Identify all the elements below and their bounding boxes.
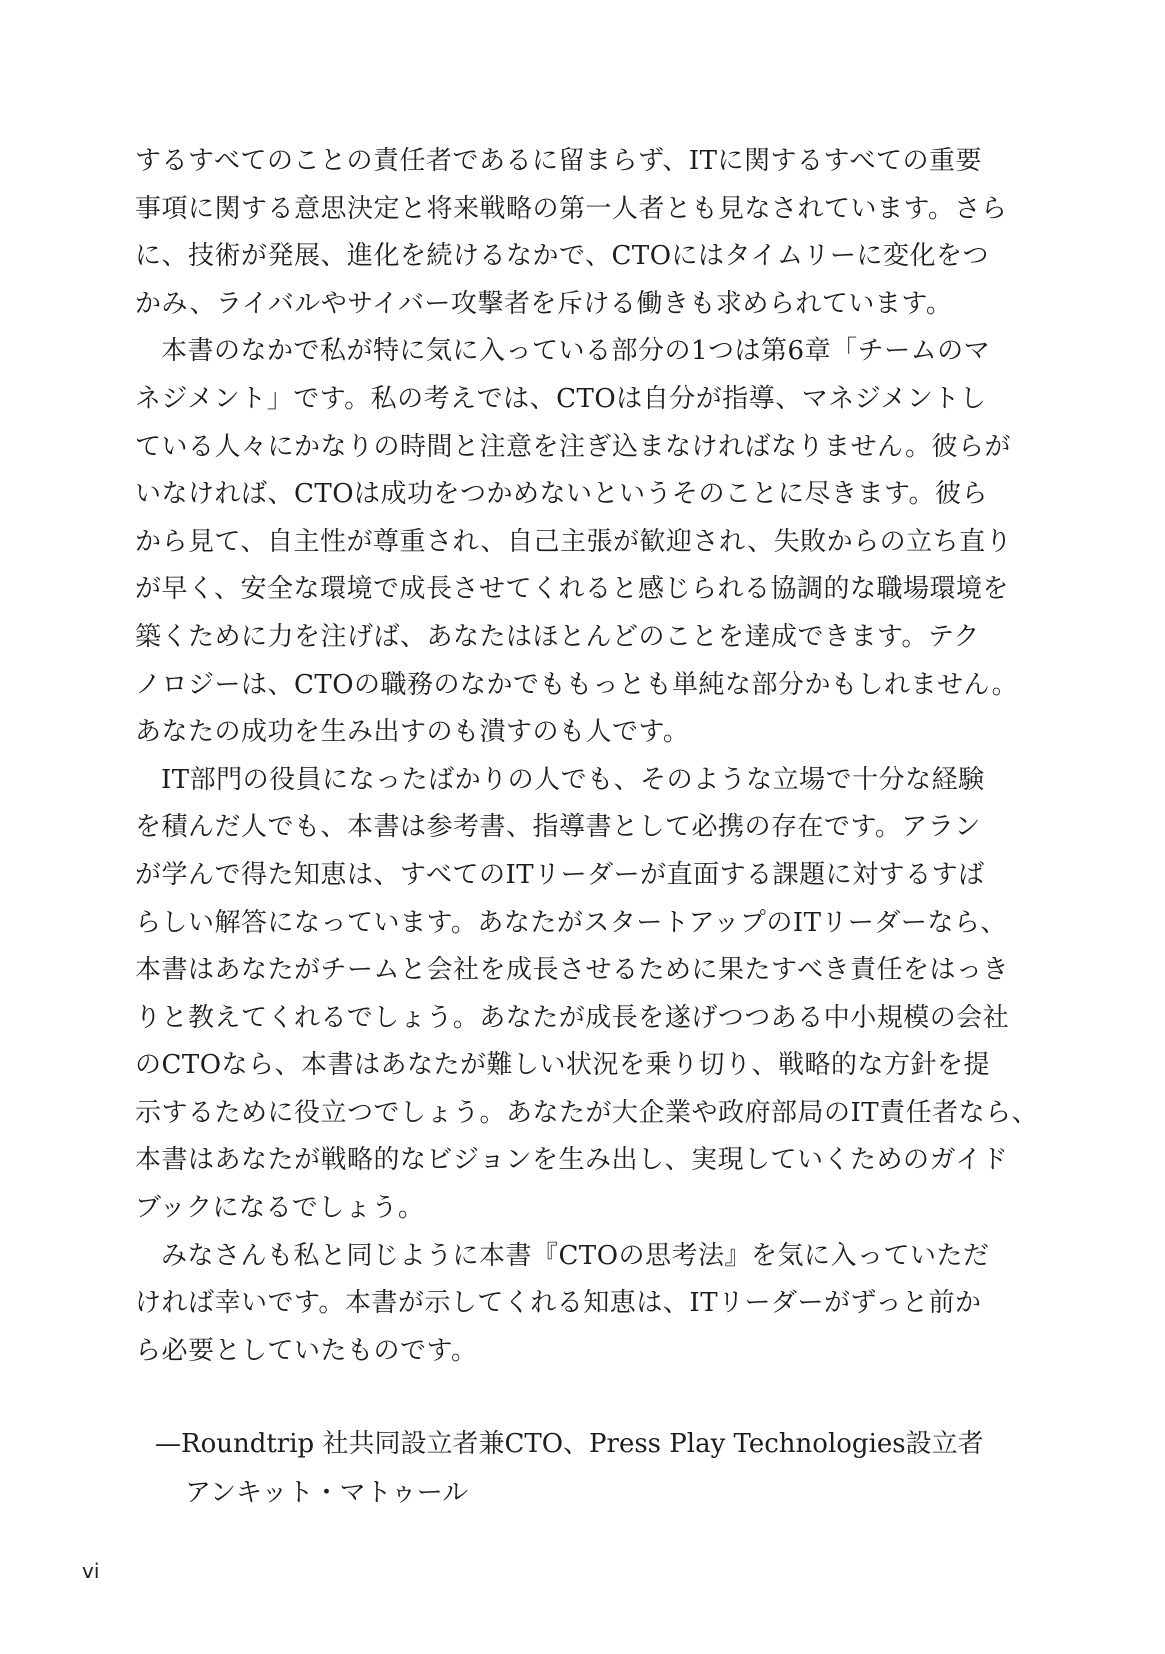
text-line: ネジメント」です。私の考えでは、CTOは自分が指導、マネジメントし [135, 383, 987, 414]
text-line: が学んで得た知恵は、すべてのITリーダーが直面する課題に対するすば [135, 859, 985, 890]
paragraph-start-line: みなさんも私と同じように本書『CTOの思考法』を気に入っていただ [161, 1240, 990, 1271]
paragraph-start-line: 本書のなかで私が特に気に入っている部分の1つは第6章「チームのマ [161, 336, 991, 367]
text-line: かみ、ライバルやサイバー攻撃者を斥ける働きも求められています。 [135, 288, 953, 319]
text-line: に、技術が発展、進化を続けるなかで、CTOにはタイムリーに変化をつ [135, 241, 990, 272]
text-line: するすべてのことの責任者であるに留まらず、ITに関するすべての重要 [135, 146, 982, 176]
text-line: ブックになるでしょう。 [135, 1193, 425, 1224]
text-line: いなければ、CTOは成功をつかめないというそのことに尽きます。彼ら [135, 479, 988, 510]
text-line: りと教えてくれるでしょう。あなたが成長を遂げつつある中小規模の会社 [135, 1002, 1010, 1033]
text-line: あなたの成功を生み出すのも潰すのも人です。 [135, 717, 690, 748]
text-line: 事項に関する意思決定と将来戦略の第一人者とも見なされています。さら [135, 193, 1008, 224]
text-line: 示するために役立つでしょう。あなたが大企業や政府部局のIT責任者なら、 [135, 1097, 1039, 1128]
text-line: ら必要としていたものです。 [135, 1335, 478, 1366]
text-line: が早く、安全な環境で成長させてくれると感じられる協調的な職場環境を [135, 574, 1009, 605]
text-line: のCTOなら、本書はあなたが難しい状況を乗り切り、戦略的な方針を提 [135, 1050, 991, 1081]
text-line: ノロジーは、CTOの職務のなかでももっとも単純な部分かもしれません。 [135, 669, 1019, 700]
text-line: 築くために力を注げば、あなたはほとんどのことを達成できます。テク [135, 621, 980, 652]
page-number: vi [82, 1559, 100, 1583]
text-line: ければ幸いです。本書が示してくれる知恵は、ITリーダーがずっと前か [135, 1288, 982, 1319]
author-name: アンキット・マトゥール [185, 1478, 469, 1508]
author-affiliation: —Roundtrip 社共同設立者兼CTO、Press Play Technologies設立者 [155, 1429, 984, 1459]
text-line: 本書はあなたが戦略的なビジョンを生み出し、実現していくためのガイド [135, 1145, 1009, 1176]
foreword-body [135, 138, 1039, 1375]
text-line: らしい解答になっています。あなたがスタートアップのITリーダーなら、 [135, 907, 1007, 938]
text-line: を積んだ人でも、本書は参考書、指導書として必携の存在です。アラン [135, 812, 981, 843]
text-line: 本書はあなたがチームと会社を成長させるために果たすべき責任をはっき [135, 955, 1009, 986]
author-signature [155, 1420, 1055, 1518]
paragraph-start-line: IT部門の役員になったばかりの人でも、そのような立場で十分な経験 [161, 764, 985, 795]
text-line: ている人々にかなりの時間と注意を注ぎ込まなければなりません。彼らが [135, 431, 1012, 462]
text-line: から見て、自主性が尊重され、自己主張が歓迎され、失敗からの立ち直り [135, 526, 1013, 557]
